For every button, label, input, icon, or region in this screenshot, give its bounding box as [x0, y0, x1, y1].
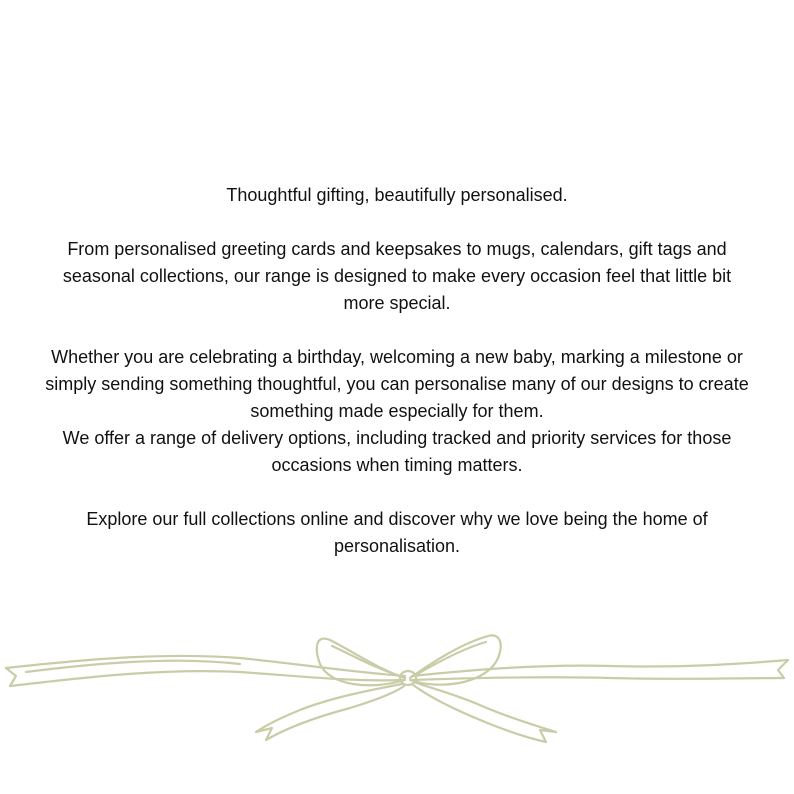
intro-paragraph-explore: Explore our full collections online and discover why we love being the home of personalisation. — [86, 509, 708, 556]
intro-heading: Thoughtful gifting, beautifully personalised. — [226, 185, 568, 205]
intro-paragraph-personalise: Whether you are celebrating a birthday, welcoming a new baby, marking a milestone or simply sending something thoughtful, you can personalise many of our designs to create something made especially for them. — [45, 347, 749, 421]
ribbon-left-band — [6, 656, 405, 676]
ribbon-right-band — [412, 660, 788, 676]
intro-copy — [40, 182, 754, 587]
ribbon-left-tail — [256, 684, 404, 740]
ribbon-right-tail — [412, 682, 556, 742]
intro-paragraph-products: From personalised greeting cards and keepsakes to mugs, calendars, gift tags and seasonal collections, our range is designed to make every occasion feel that little bit more special. — [62, 239, 732, 313]
intro-paragraph-delivery: We offer a range of delivery options, including tracked and priority services for those occasions when timing matters. — [62, 428, 732, 475]
ribbon-bow-icon — [0, 620, 794, 750]
